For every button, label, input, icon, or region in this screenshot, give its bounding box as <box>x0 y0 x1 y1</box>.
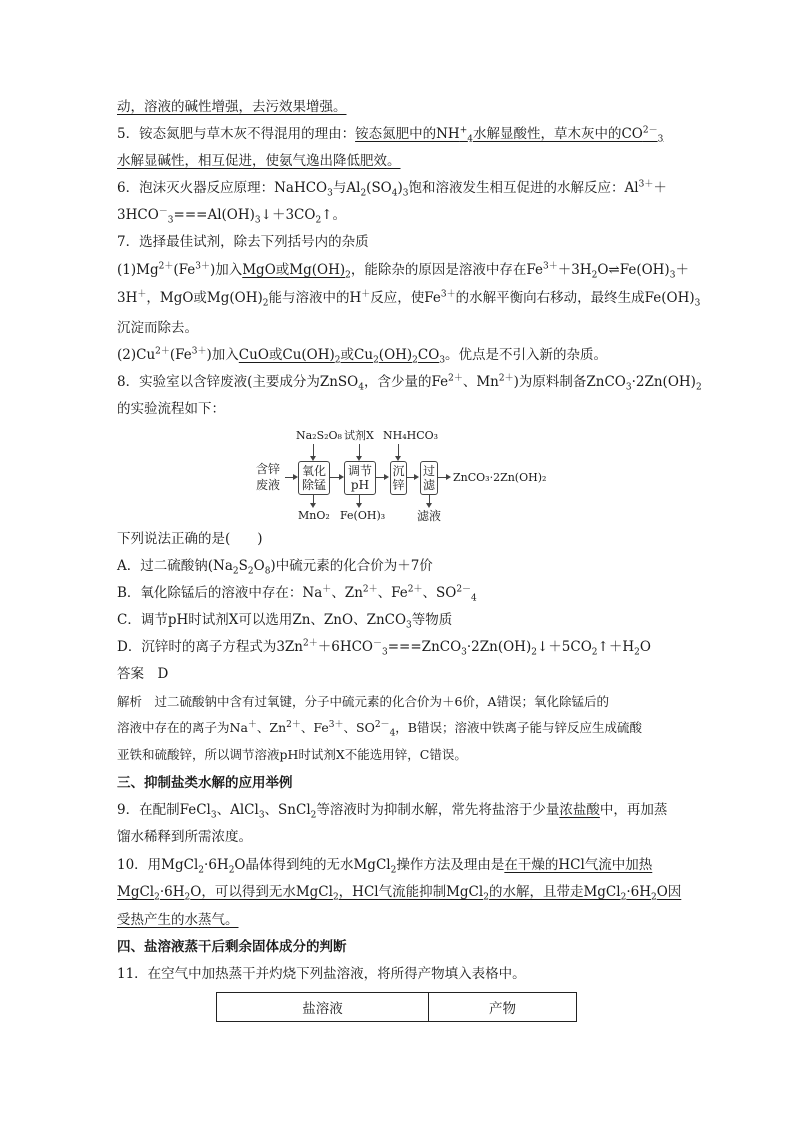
product-table <box>216 992 577 1022</box>
answer-text: 浓盐酸 <box>559 802 600 818</box>
analysis-line: 亚铁和硫酸锌，所以调节溶液pH时试剂X不能选用锌，C错误。 <box>117 747 467 762</box>
answer-text: MgO或$Mg(OH)_2$ <box>242 262 351 281</box>
section-heading: 四、盐溶液蒸干后剩余固体成分的判断 <box>117 939 347 955</box>
reagent-label: 试剂X <box>344 429 374 442</box>
text-line <box>117 151 401 171</box>
answer-text: 动，溶液的碱性增强，去污效果增强。 <box>117 99 347 115</box>
question-6: 6．泡沫灭火器反应原理：NaHCO$_3$与$Al_2(SO_4)_3$饱和溶液发生相互促进的水解反应：$Al^{3+}+$ <box>117 179 667 199</box>
table-header: 盐溶液 <box>217 993 429 1022</box>
option-b: B．氧化除锰后的溶液中存在：Na＋、$Zn^{2+}$、$Fe^{2+}$、$SO^{2-}_4$ <box>117 584 477 604</box>
question-9: 9．在配制FeCl$_3$、AlCl$_3$、SnCl$_2$等溶液时为抑制水解，常先将盐溶于少量浓盐酸中，再加蒸 <box>117 802 668 821</box>
text-line: 下列说法正确的是( ) <box>117 531 263 547</box>
analysis-line: 解析 过二硫酸钠中含有过氧键，分子中硫元素的化合价为＋6价，A错误；氧化除锰后的 <box>117 694 609 709</box>
text-line: 3H＋，MgO或$Mg(OH)_2$能与溶液中的H＋反应，使$Fe^{3+}$的水解平衡向右移动，最终生成$Fe(OH)_3$ <box>117 289 701 309</box>
option-a: A．过二硫酸钠$(Na_2S_2O_8)$中硫元素的化合价为＋7价 <box>117 558 433 577</box>
arrow-head <box>446 474 451 480</box>
answer-text: 受热产生的水蒸气。 <box>117 912 239 928</box>
text-line: 的实验流程如下： <box>117 401 225 417</box>
waste-label: Fe(OH)₃ <box>340 509 386 522</box>
step-filter-box: 过 滤 <box>420 461 438 495</box>
answer-line: 答案 D <box>117 666 169 682</box>
text-line: $(2)Cu^{2+}(Fe^{3+})$加入CuO或$Cu(OH)_2$或$Cu_2(OH)_2CO_3$。优点是不引入新的杂质。 <box>117 346 608 366</box>
arrow-head <box>384 474 389 480</box>
text-line: $(1)Mg^{2+}(Fe^{3+})$加入MgO或$Mg(OH)_2$，能除杂的原因是溶液中存在$Fe^{3+}+3H_2O\rightleftharpoons Fe(OH)_3+$ <box>117 261 689 281</box>
answer-text: 水解显碱性，相互促进，使氨气逸出降低肥效。 <box>117 153 401 169</box>
step-precipitate-box: 沉 锌 <box>390 461 407 495</box>
arrow-head <box>414 474 419 480</box>
option-d: D．沉锌时的离子方程式为$3Zn^{2+}+6HCO^-_3===ZnCO_3\cdot 2Zn(OH)_2↓+5CO_2↑+H_2O$ <box>117 638 651 658</box>
waste-label: 滤液 <box>417 509 442 523</box>
step-oxidation-box: 氧化 除锰 <box>298 461 330 495</box>
question-8: 8．实验室以含锌废液(主要成分为ZnSO$_4$，含少量的$Fe^{2+}$、$Mn^{2+}$)为原料制备$ZnCO_3\cdot 2Zn(OH)_2$ <box>117 373 702 393</box>
text-line: 馏水稀释到所需浓度。 <box>117 829 252 845</box>
input-label: 废液 <box>256 478 281 492</box>
step-ph-box: 调节 pH <box>344 461 376 495</box>
product-label: ZnCO₃·2Zn(OH)₂ <box>453 471 547 484</box>
equilibrium-arrow-icon: ⇌ <box>608 262 620 278</box>
question-10: 10．用$MgCl_2\cdot 6H_2O$晶体得到纯的无水MgCl$_2$操作方法及理由是在干燥的HCl气流中加热 <box>117 857 653 876</box>
answer-text: 铵态氮肥中的$NH^+_4$水解显酸性，草木灰中的$CO^{2-}_3$ <box>355 125 664 145</box>
waste-label: MnO₂ <box>298 509 330 522</box>
text-line <box>117 882 681 902</box>
question-11: 11．在空气中加热蒸干并灼烧下列盐溶液，将所得产物填入表格中。 <box>117 966 526 982</box>
option-c: C．调节pH时试剂X可以选用Zn、ZnO、ZnCO$_3$等物质 <box>117 612 453 631</box>
arrow-head <box>426 503 432 508</box>
table-header-row <box>217 993 577 1022</box>
section-heading: 三、抑制盐类水解的应用举例 <box>117 775 293 791</box>
flow-diagram <box>250 427 550 527</box>
text-line <box>117 910 239 930</box>
text-line <box>117 97 347 117</box>
question-7: 7．选择最佳试剂，除去下列括号内的杂质 <box>117 234 369 250</box>
question-5 <box>117 124 663 144</box>
arrow-head <box>356 503 362 508</box>
answer-text: CuO或$Cu(OH)_2$或$Cu_2(OH)_2CO_3$ <box>238 347 446 366</box>
question-text: 5．铵态氮肥与草木灰不得混用的理由： <box>117 126 356 142</box>
reagent-label: Na₂S₂O₈ <box>296 429 342 442</box>
input-label: 含锌 <box>256 462 281 476</box>
text-line: 沉淀而除去。 <box>117 320 198 336</box>
text-line: $3HCO^-_3===Al(OH)_3↓+3CO_2↑$。 <box>117 206 346 226</box>
analysis-line: 溶液中存在的离子为Na＋、$Zn^{2+}$、$Fe^{3+}$、$SO^{2-}_4$，B错误；溶液中铁离子能与锌反应生成硫酸 <box>117 719 642 739</box>
arrow-head <box>310 503 316 508</box>
answer-text: 在干燥的HCl气流中加热 <box>504 857 653 873</box>
reagent-label: NH₄HCO₃ <box>383 429 439 442</box>
table-header: 产物 <box>429 993 577 1022</box>
answer-text: $MgCl_2\cdot 6H_2O$，可以得到无水MgCl$_2$，HCl气流能抑制MgCl$_2$的水解，且带走$MgCl_2\cdot 6H_2O$因 <box>117 884 682 903</box>
